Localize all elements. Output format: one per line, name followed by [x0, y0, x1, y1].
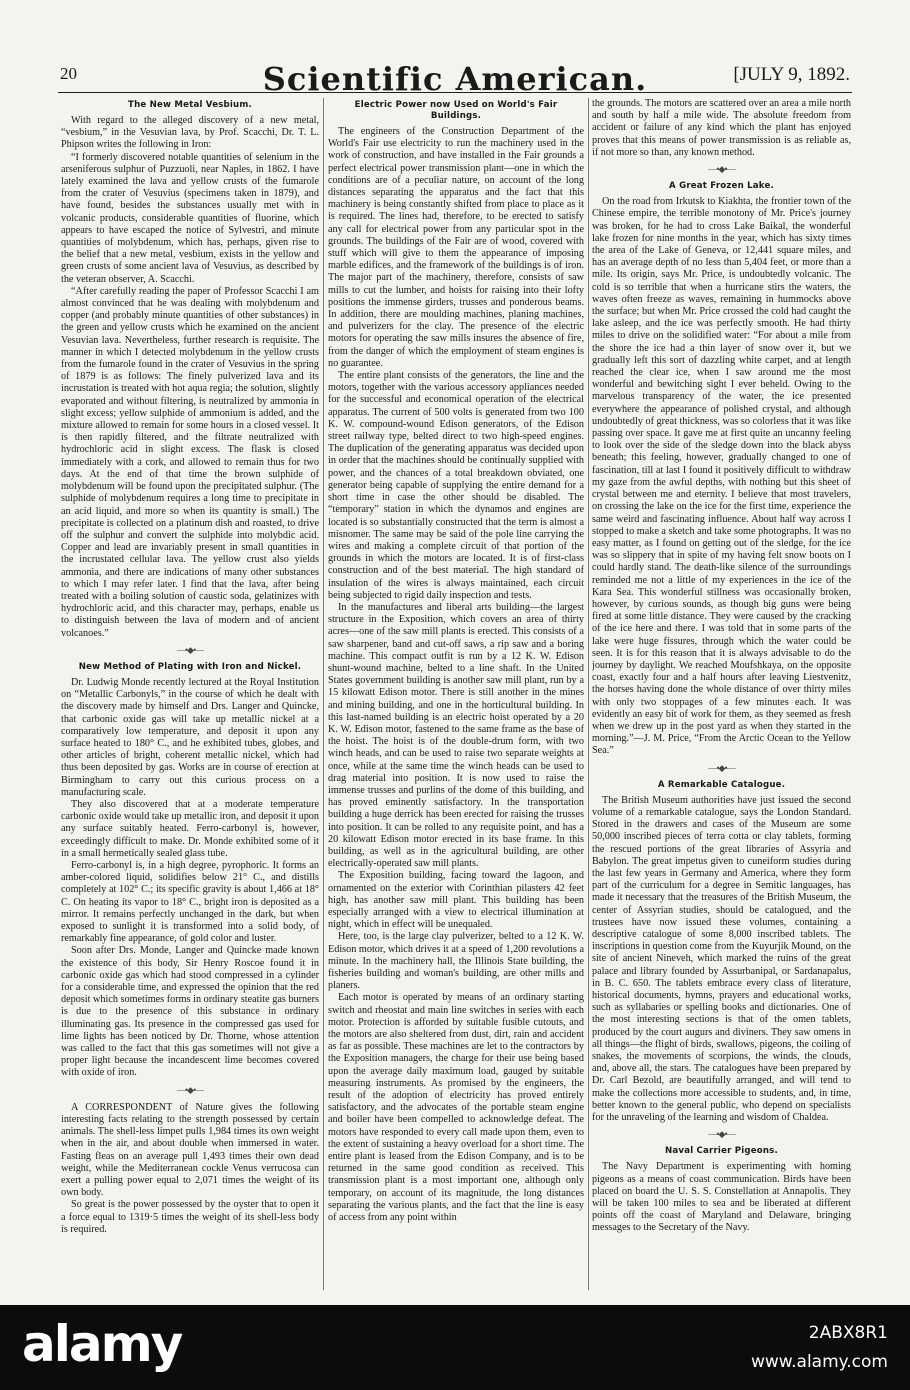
article-heading: A Remarkable Catalogue.	[657, 779, 786, 790]
article-heading: New Method of Plating with Iron and Nickel.	[78, 661, 302, 672]
section-ornament: —•◆•—	[708, 1129, 735, 1140]
column-divider	[588, 98, 589, 1290]
paragraph: Each motor is operated by means of an ordinary starting switch and rheostat and main line switches in series with each motor. Protection is afforded by suitable fusible cutouts, and the motors are also sheltered from dust, dirt, rain and accident as far as possible. These machines are let to the contractors by the Exposition managers, the charge for their use being based upon the average daily maximum load, gauged by suitable measuring instruments. As promised by the engineers, the result of the adoption of electricity has proved entirely satisfactory, and the advocates of the portable steam engine and boiler have been compelled to acknowledge defeat. The motors have responded to every call made upon them, even to the extent of sustaining a heavy overload for a short time. The entire plant is leased from the Edison Company, and is to be returned in the same good condition as received. This transmission plant is a most important one, although only temporary, on account of its magnitude, the long distances separating the various plants, and the fact that the line is easy of access from any point within	[328, 992, 584, 1224]
paragraph: “I formerly discovered notable quantities of selenium in the arseniferous sulphur of Puzzuoli, near Naples, in 1862. I have lately examined the lava and yellow crusts of the fumarole from the crater of Vesuvius (specimens taken in 1879), and have found, besides the substances usually met with in volcanic products, considerable quantities of fluorine, which appears to have escaped the notice of Sylvestri, and minute quantities of molybdenum, which has, perhaps, given rise to the belief that a new metal, vesbium, exists in the yellow and green crusts of some ancient lava of Vesuvius, as described by the veteran observer, A. Scacchi.	[61, 151, 319, 285]
alamy-logo: alamy	[22, 1315, 182, 1373]
paragraph: On the road from Irkutsk to Kiakhta, the frontier town of the Chinese empire, the terrible monotony of Mr. Price's journey was broken, for he had to cross Lake Baikal, the wonderful lake frozen for nine months in the year, which has sixty times the area of the Lake of Geneva, or 12,441 square miles, and has an average depth of no less than 5,404 feet, or more than a mile. Its origin, says Mr. Price, is undoubtedly volcanic. The cold is so terrible that when a hurricane stirs the waters, the waves often freeze as waves, remaining in hummocks above the surface; but when Mr. Price crossed the cold had caught the lake asleep, and the ice was perfectly smooth. He had thirty miles to drive on the solidified water: “For about a mile from the shore the ice had a thin layer of snow over it, but we gradually left this sort of dazzling white carpet, and at length reached the clear ice, when I saw around me the most wonderful and bewitching sight I ever beheld. Owing to the marvelous transparency of the water, the ice presented everywhere the appearance of polished crystal, and although undoubtedly of great thickness, was so colorless that it was like passing over space. It gave me at first quite an uncanny feeling to look over the side of the sledge down into the black abyss beneath; this feeling, however, gradually changed to one of fascination, till at last I found it positively difficult to withdraw my gaze from the awful depths, with nothing but this sheet of crystal between me and eternity. I believe that most travelers, on crossing the lake on the ice for the first time, experience the same weird and fascinating influence. About half way across I stopped to make a sketch and take some photographs. It was no easy matter, as I found on getting out of the sledge, for the ice was so slippery that in spite of my having felt snow boots on I could hardly stand. The death-like silence of the surroundings reminded me not a little of my experiences in the ice of the Kara Sea. This wonderful stillness was occasionally broken, however, by curious sounds, as though big guns were being fired at some little distance. They were caused by the cracking of the ice here and there. I was told that in some parts of the lake were huge fissures, through which the water could be seen. It is for this reason that it is always advisable to do the journey by daylight. We reached Moufshkaya, on the opposite coast, exactly four and a half hours after leaving Liestvenitz, the horses having done the whole distance of over thirty miles with only two stoppages of a few minutes each. It was evidently an easy bit of work for them, as they seemed as fresh when we drew up in the post yard as when they started in the morning.”—J. M. Price, “From the Arctic Ocean to the Yellow Sea.”	[592, 196, 851, 757]
watermark-banner	[0, 1305, 910, 1390]
column-1	[61, 98, 319, 1290]
column-3	[592, 98, 851, 1290]
section-ornament: —•◆•—	[708, 762, 735, 773]
section-ornament: —•◆•—	[176, 1084, 204, 1095]
paragraph: Here, too, is the large clay pulverizer, belted to a 12 K. W. Edison motor, which drives it at a speed of 1,200 revolutions a minute. In the machinery hall, the Illinois State building, the fisheries building and woman's building, are other mills and planers.	[328, 931, 584, 992]
column-2	[328, 98, 584, 1290]
paragraph: Dr. Ludwig Monde recently lectured at the Royal Institution on “Metallic Carbonyls,” in the course of which he dealt with the discovery made by himself and Drs. Langer and Quincke, that carbonic oxide gas will take up metallic nickel at a comparatively low temperature, and deposit it upon any surface heated to 180° C., and he exhibited tubes, globes, and other articles of bright, coherent metallic nickel, which had thus been deposited by gas. Works are in course of erection at Birmingham to carry out this curious process on a manufacturing scale.	[61, 676, 319, 798]
article-heading: Electric Power now Used on World's Fair Buildings.	[354, 100, 558, 121]
publication-title: Scientific American.	[262, 60, 648, 98]
paragraph: The British Museum authorities have just issued the second volume of a remarkable catalogue, says the London Standard. Stored in the drawers and cases of the Museum are some 50,000 inscribed pieces of terra cotta or clay tablets, forming the rescued portions of the great libraries of Assyria and Babylon. The great impetus given to cuneiform studies during the last few years in Germany and America, where they form part of the curriculum for a degree in Semitic languages, has made it necessary that the treasures of the British Museum, the center of Assyrian studies, should be catalogued, and the trustees have now issued these volumes, containing a descriptive catalogue of some 8,000 inscribed tablets. The inscriptions in question come from the Kuyurjik Mound, on the site of ancient Nineveh, which marked the ruins of the great palace and library founded by Assurbanipal, or Sardanapalus, in B. C. 650. The tablets embrace every class of literature, historical documents, hymns, prayers and educational works, such as syllabaries or spelling books and dictionaries. One of the most interesting sections is that of the omen tablets, produced by the court augurs and diviners. They saw omens in all things—the flight of birds, swallows, pigeons, the coiling of snakes, the movements of scorpions, the winds, the clouds, and, above all, the stars. The catalogues have been prepared by Dr. Carl Bezold, are beautifully arranged, and will tend to make the collections more accessible to students, and, in time, better known to the general public, who depend on specialists for the unraveling of the learning and wisdom of Chaldea.	[592, 794, 851, 1124]
section-ornament: —•◆•—	[176, 644, 204, 655]
paragraph: Ferro-carbonyl is, in a high degree, pyrophoric. It forms an amber-colored liquid, solidifies below 21° C., and distills completely at 102° C.; its specific gravity is about 1,466 at 18° C. On heating its vapor to 18° C., bright iron is deposited as a mirror. It remains perfectly unchanged in the dark, but when exposed to sunlight it is transformed into a solid body, of remarkably fine appearance, of gold color and luster.	[61, 859, 319, 945]
column-divider	[323, 98, 324, 1290]
paragraph: “After carefully reading the paper of Professor Scacchi I am almost convinced that he was dealing with molybdenum and copper (and probably minute quantities of other substances) in the green and yellow crusts which he examined on the ancient Vesuvian lava. Nevertheless, further research is requisite. The manner in which I detected molybdenum in the yellow crusts from the fumarole found in the crater of Vesuvius in the spring of 1879 is as follows: The finely pulverized lava and its incrustation is treated with hot aqua regia; the solution, slightly evaporated and without filtering, is neutralized by ammonia in slight excess; yellow sulphide of ammonium is added, and the mixture allowed to remain for some hours in a closed vessel. It is then rapidly filtered, and the filtrate neutralized with hydrochloric acid in slight excess. The flask is closed immediately with a cork, and allowed to remain thus for two days. At the end of that time the brown sulphide of molybdenum will be found upon the precipitated sulphur. (The sulphide of molybdenum requires a long time to precipitate in an acid liquid, and more so when its quantity is small.) The precipitate is collected on a platinum dish and roasted, to drive off the sulphur and convert the sulphide into molybdic acid. Copper and lead are invariably present in small quantities in the incrustated cellular lava. The yellow crust also yields ammonia, and there are indications of many other substances to which I may refer later. I find that the lava, after being treated with a boiling solution of caustic soda, gelatinizes with hydrochloric acid, and this character may, perhaps, enable us to distinguish between the lava of modern and of ancient volcanoes.”	[61, 285, 319, 639]
section-ornament: —•◆•—	[708, 164, 735, 175]
issue-date: [JULY 9, 1892.	[733, 64, 850, 85]
paragraph: the grounds. The motors are scattered over an area a mile north and south by half a mile wide. The absolute freedom from accident or failure of any kind which the plant has enjoyed proves that this means of power transmission is as reliable as, if not more so than, any known method.	[592, 98, 851, 158]
paragraph: In the manufactures and liberal arts building—the largest structure in the Exposition, which covers an area of thirty acres—one of the saw mill plants is erected. This consists of a saw sharpener, band and cut-off saws, a rip saw and a boring machine. This compact outfit is run by a 12 K. W. Edison shunt-wound machine, belted to a line shaft. In the United States government building is another saw mill plant, run by a 15 kilowatt Edison motor. There is still another in the mines and mining building, and one in the horticultural building. In this last-named building is an electric hoist operated by a 20 K. W. Edison motor, fastened to the same frame as the base of the hoist. The hoist is of the double-drum form, with two winch heads, and can be used to raise two separate weights at once, while at the same time the winch heads can be used to drag material into position. It is now used to raise the immense trusses and purlins of the dome of this building, and has proved eminently satisfactory. In the transportation building a huge derrick has been erected for raising the trusses into position. It can be rolled to any requisite point, and has a 20 kilowatt Edison motor erected in its base frame. In this building, as well as in the agricultural building, are other electrically-operated saw mill plants.	[328, 601, 584, 870]
image-id: 2ABX8R1	[808, 1323, 888, 1343]
watermark-url: www.alamy.com	[750, 1352, 888, 1372]
paragraph: A CORRESPONDENT of Nature gives the following interesting facts relating to the strength possessed by certain animals. The shell-less limpet pulls 1,984 times its own weight when in the air, and about double when immersed in water. Fasting fleas on an average pull 1,493 times their own dead weight, while the Mediterranean cockle Venus verrucosa can exert a pulling power equal to 2,071 times the weight of its own body.	[61, 1101, 319, 1199]
masthead-rule	[58, 92, 852, 93]
paragraph: The Exposition building, facing toward the lagoon, and ornamented on the exterior with Corinthian pilasters 42 feet high, has another saw mill plant. This building has been especially arranged with a view to electrical illumination at night, which in effect will be unequaled.	[328, 870, 584, 931]
masthead	[60, 60, 850, 100]
paragraph: The entire plant consists of the generators, the line and the motors, together with the various accessory appliances needed for the successful and economical operation of the electrical apparatus. The current of 500 volts is generated from two 100 K. W. compound-wound Edison generators, of the Edison street railway type, belted direct to two high-speed engines. The duplication of the generating apparatus was decided upon in order that the machines should be continually supplied with power, and the chances of a total breakdown obviated, one generator being capable of supplying the entire demand for a short time in case the other should be disabled. The “temporary” station in which the dynamos and engines are located is so substantially constructed that the term is almost a misnomer. The same may be said of the pole line carrying the wires and making a complete circuit of that portion of the grounds in which the motors are located. It is of first-class construction and of the best material. The high standard of insulation of the wires is always maintained, each circuit being subjected to rigid daily inspection and tests.	[328, 370, 584, 601]
paragraph: Soon after Drs. Monde, Langer and Quincke made known the existence of this body, Sir Henry Roscoe found it in carbonic oxide gas which had stood compressed in a cylinder for a considerable time, and expressed the opinion that the red deposit which sometimes forms in ordinary steatite gas burners is due to the presence of this substance in ordinary illuminating gas. Its presence in the compressed gas used for lime lights has been noticed by Dr. Thorne, whose attention was called to the fact that this gas sometimes will not give a proper light because the incandescent lime becomes covered with oxide of iron.	[61, 945, 319, 1079]
paragraph: They also discovered that at a moderate temperature carbonic oxide would take up metallic iron, and deposit it upon any surface suitably heated. Ferro-carbonyl is, however, exceedingly difficult to make. Dr. Monde exhibited some of it in a small hermetically sealed glass tube.	[61, 798, 319, 859]
paragraph: So great is the power possessed by the oyster that to open it a force equal to 1319·5 times the weight of its shell-less body is required.	[61, 1199, 319, 1235]
page-number: 20	[60, 64, 77, 83]
article-heading: A Great Frozen Lake.	[669, 181, 774, 192]
article-heading: Naval Carrier Pigeons.	[665, 1146, 778, 1157]
paragraph: The engineers of the Construction Department of the World's Fair use electricity to run the machinery used in the work of construction, and have installed in the Fair grounds a perfect electrical power transmission plant—one in which the conditions are of a peculiar nature, on account of the long distances separating the apparatus and the fact that this machinery is being constantly shifted from place to place as it is required. The lines had, therefore, to be erected to satisfy any call for electrical power from any particular spot in the grounds. The buildings of the Fair are of wood, covered with stuff which will give to them the appearance of imposing marble edifices, and the framework of the buildings is of iron. The major part of the machinery, therefore, consists of saw mills to cut the lumber, and hoists for raising into their lofty positions the immense girders, trusses and ponderous beams. In addition, there are moulding machines, planing machines, and pulverizers for the clay. The presence of the electric motors for operating the saw mills insures the absence of fire, from the danger of which the employment of steam engines is no guarantee.	[328, 126, 584, 369]
paragraph: With regard to the alleged discovery of a new metal, “vesbium,” in the Vesuvian lava, by Prof. Scacchi, Dr. T. L. Phipson writes the following in Iron:	[61, 115, 319, 151]
article-heading: The New Metal Vesbium.	[128, 100, 252, 110]
paragraph: The Navy Department is experimenting with homing pigeons as a means of coast communication. Birds have been placed on board the U. S. S. Constellation at Annapolis. They will be taken 100 miles to sea and be liberated at different points off the coast of Maryland and Delaware, bringing messages to the Secretary of the Navy.	[592, 1161, 851, 1234]
